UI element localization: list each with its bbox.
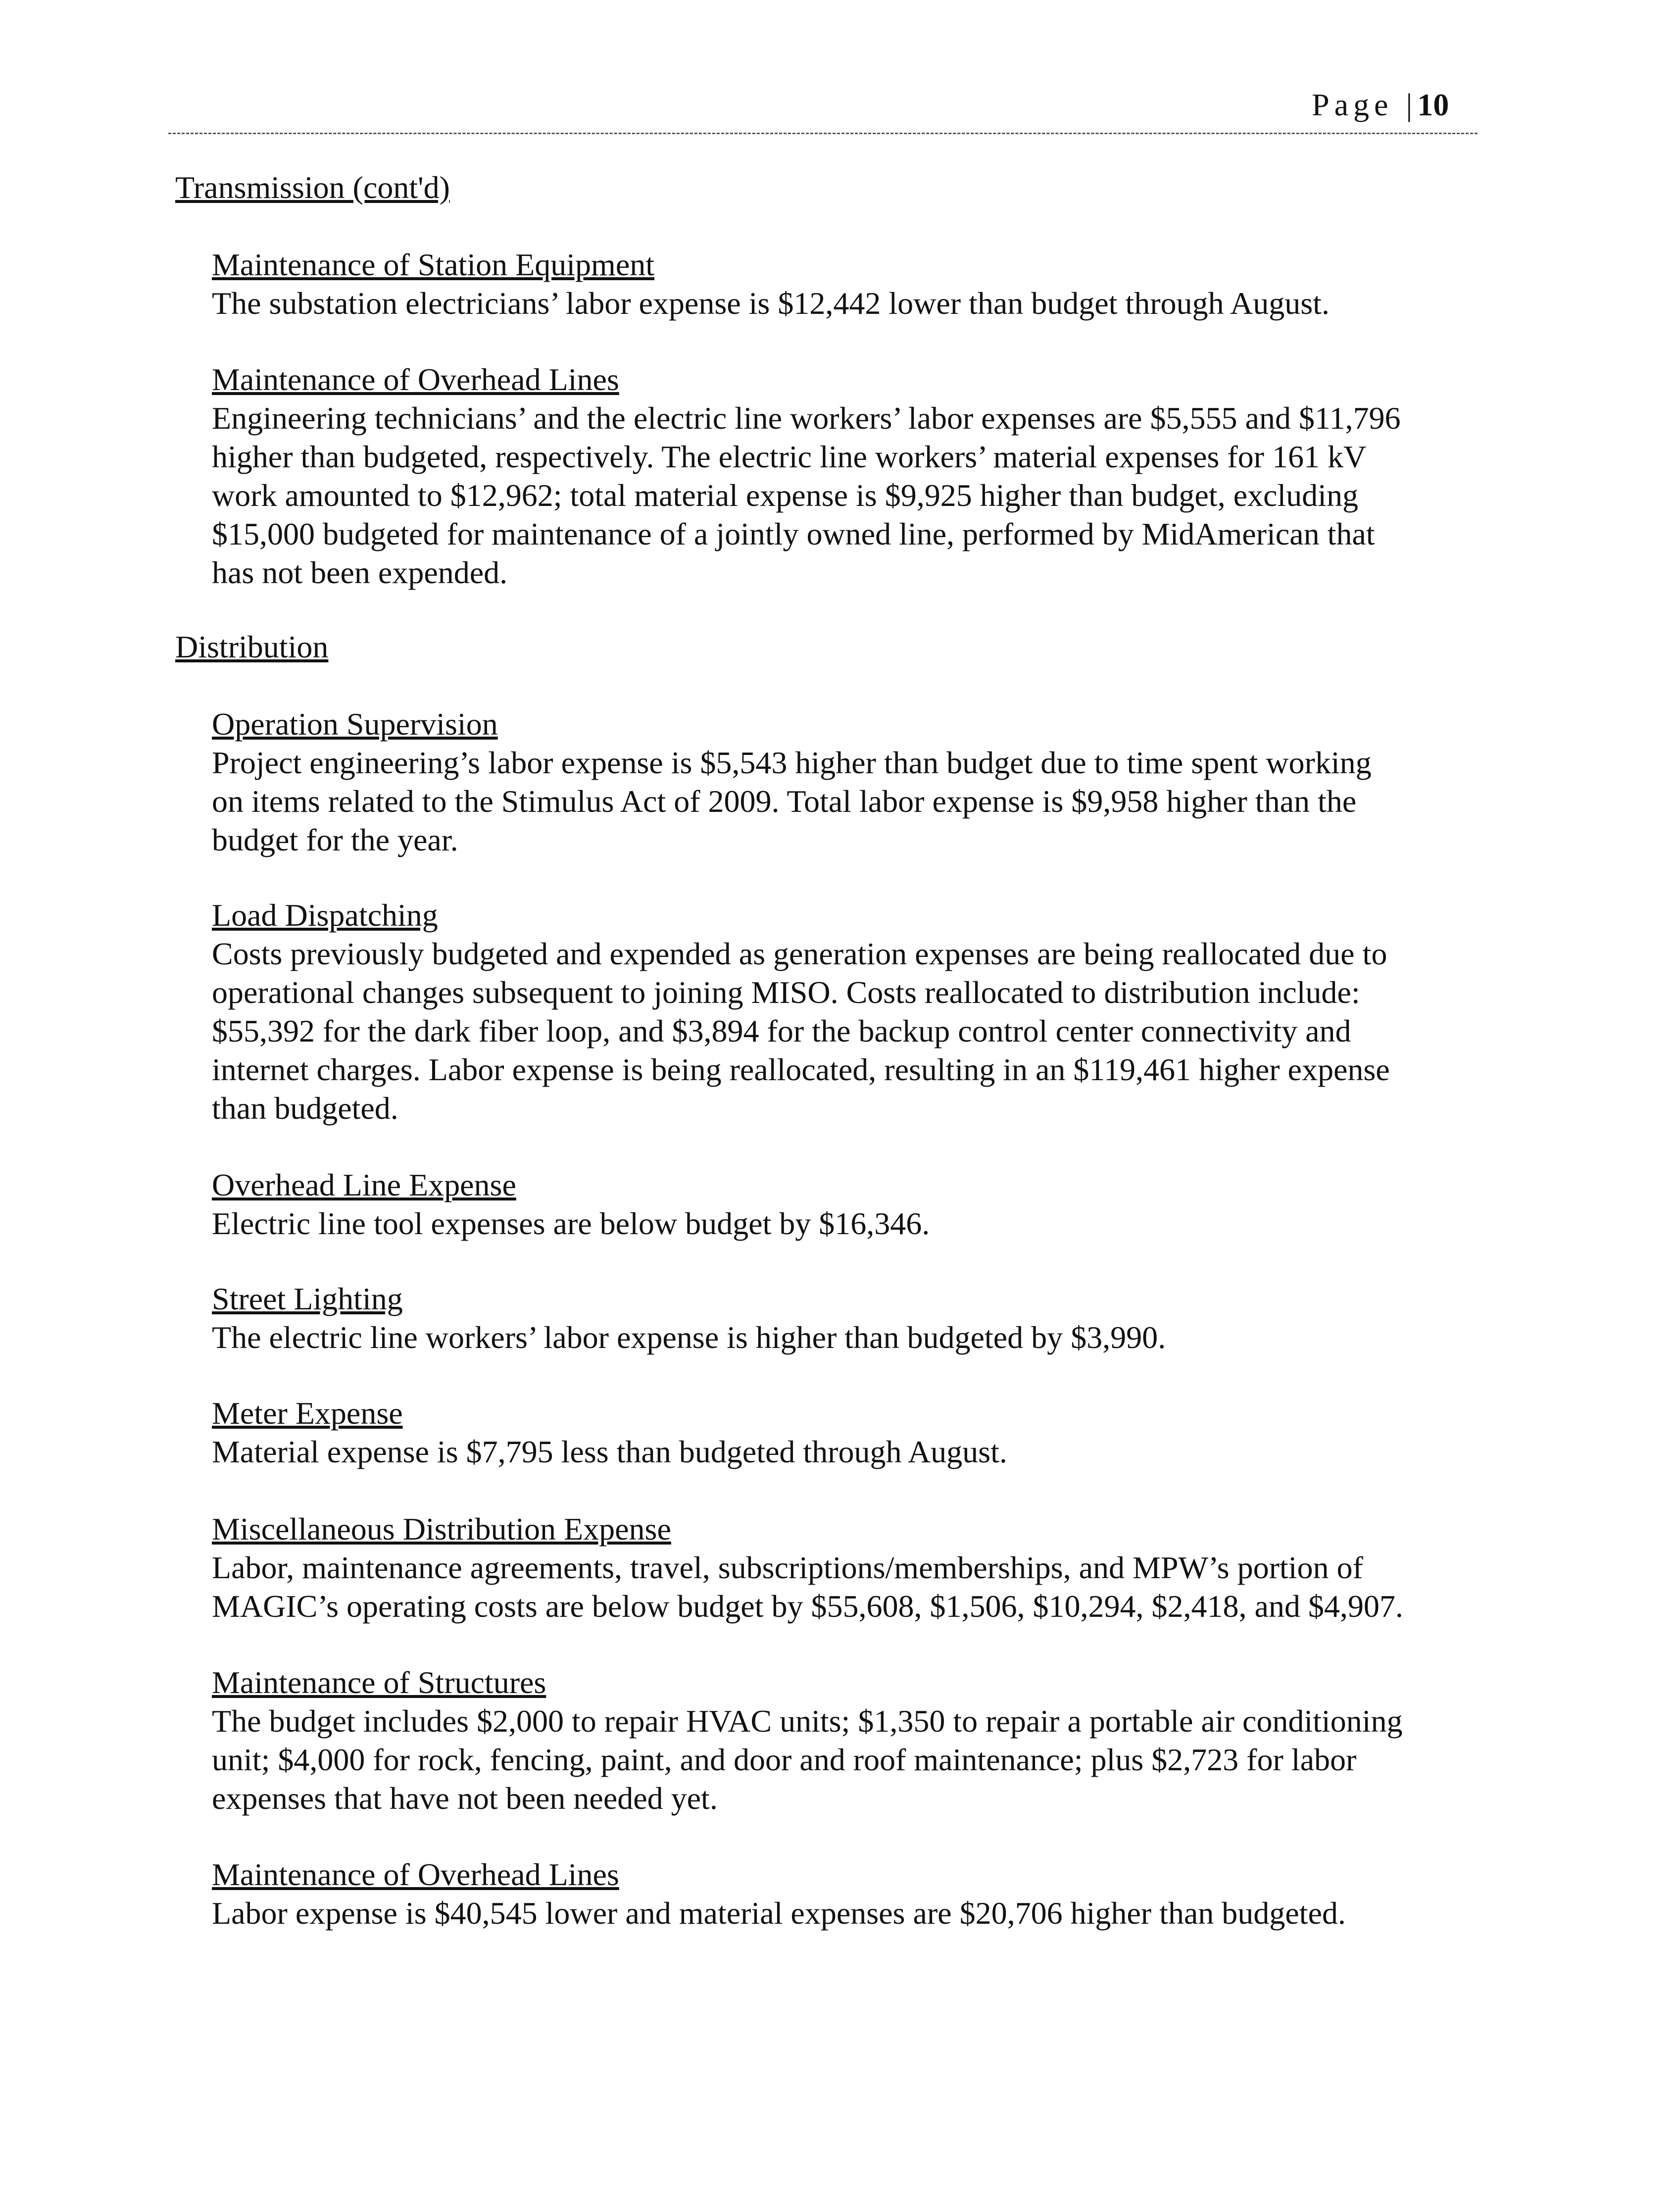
paragraph-line: Project engineering’s labor expense is $5,543 higher than budget due to time spent working [212,745,1372,780]
subsection-title: Operation Supervision [212,706,498,742]
paragraph-line: internet charges. Labor expense is being reallocated, resulting in an $119,461 higher expense [212,1052,1390,1087]
subsection-title: Maintenance of Structures [212,1665,546,1700]
page-number: 10 [1417,87,1449,122]
paragraph-line: $55,392 for the dark fiber loop, and $3,894 for the backup control center connectivity and [212,1013,1351,1049]
subsection [212,1510,1499,1626]
subsection [212,705,1499,859]
header-divider [168,133,1478,134]
subsection [212,246,1499,323]
paragraph-line: than budgeted. [212,1091,398,1126]
subsection-title: Street Lighting [212,1281,403,1316]
paragraph-line: work amounted to $12,962; total material expense is $9,925 higher than budget, excluding [212,478,1358,513]
paragraph-line: The budget includes $2,000 to repair HVAC units; $1,350 to repair a portable air conditioning [212,1703,1403,1739]
subsection [212,896,1499,1128]
section-heading-distribution: Distribution [175,629,329,664]
paragraph-line: Costs previously budgeted and expended as generation expenses are being reallocated due to [212,936,1387,971]
paragraph-line: operational changes subsequent to joining MISO. Costs reallocated to distribution include: [212,975,1360,1010]
page-number-header [1312,87,1449,123]
section-heading-transmission: Transmission (cont'd) [175,170,450,205]
subsection [212,1855,1499,1933]
paragraph-line: Labor expense is $40,545 lower and material expenses are $20,706 higher than budgeted. [212,1896,1346,1931]
paragraph-line: unit; $4,000 for rock, fencing, paint, and door and roof maintenance; plus $2,723 for labor [212,1742,1357,1777]
page-label: Page | [1312,87,1418,122]
subsection-title: Maintenance of Station Equipment [212,247,654,282]
subsection [212,1280,1499,1357]
paragraph-line: $15,000 budgeted for maintenance of a jointly owned line, performed by MidAmerican that [212,516,1375,551]
paragraph-line: MAGIC’s operating costs are below budget by $55,608, $1,506, $10,294, $2,418, and $4,907. [212,1589,1403,1624]
paragraph-line: expenses that have not been needed yet. [212,1781,718,1816]
paragraph-line: Material expense is $7,795 less than budgeted through August. [212,1434,1007,1469]
subsection-title: Maintenance of Overhead Lines [212,362,619,397]
subsection-title: Load Dispatching [212,898,438,933]
paragraph-line: has not been expended. [212,555,508,590]
subsection [212,1166,1499,1243]
paragraph-line: Engineering technicians’ and the electric line workers’ labor expenses are $5,555 and $11,796 [212,400,1401,436]
subsection-title: Overhead Line Expense [212,1167,516,1202]
subsection-title: Meter Expense [212,1396,403,1431]
paragraph-line: budget for the year. [212,822,458,857]
paragraph-line: The substation electricians’ labor expense is $12,442 lower than budget through August. [212,286,1330,321]
paragraph-line: on items related to the Stimulus Act of 2009. Total labor expense is $9,958 higher than the [212,784,1357,819]
paragraph-line: higher than budgeted, respectively. The electric line workers’ material expenses for 161 kV [212,439,1367,474]
subsection [212,1394,1499,1471]
paragraph-line: Electric line tool expenses are below budget by $16,346. [212,1206,930,1241]
paragraph-line: The electric line workers’ labor expense is higher than budgeted by $3,990. [212,1320,1166,1355]
paragraph-line: Labor, maintenance agreements, travel, subscriptions/memberships, and MPW’s portion of [212,1550,1363,1585]
subsection-title: Maintenance of Overhead Lines [212,1857,619,1892]
subsection [212,360,1499,592]
subsection [212,1663,1499,1818]
subsection-title: Miscellaneous Distribution Expense [212,1511,671,1547]
